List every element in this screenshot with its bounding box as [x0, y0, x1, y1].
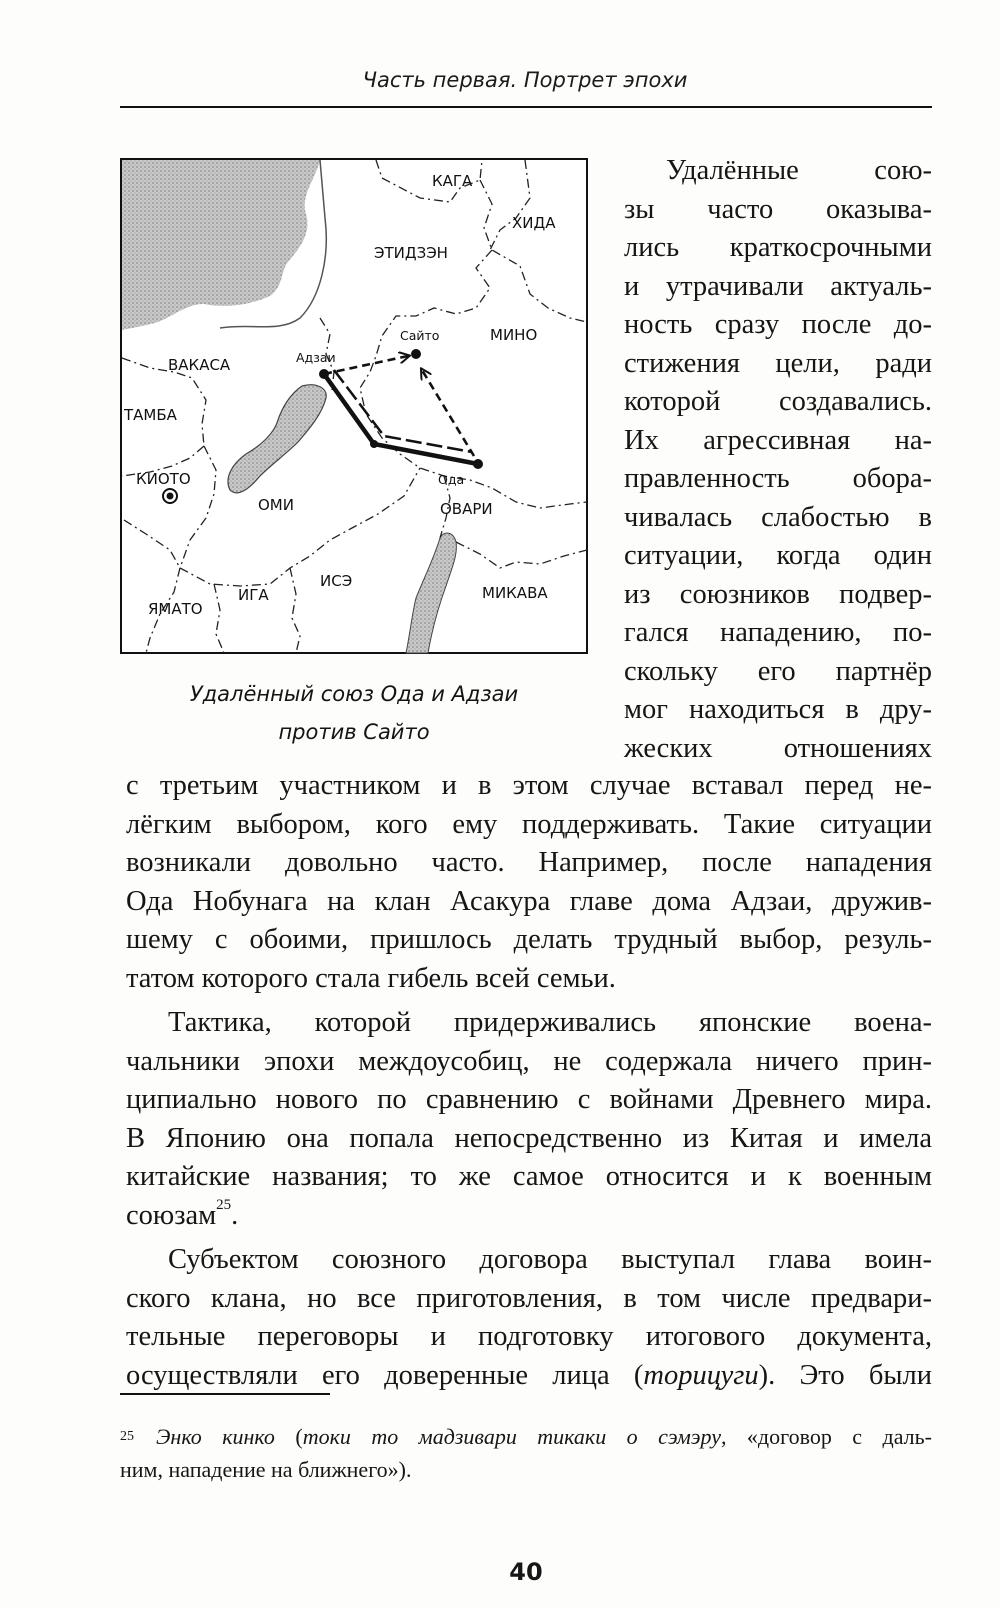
caption-line: Удалённый союз Ода и Адзаи: [189, 682, 519, 706]
text-line: стижения цели, ради: [624, 347, 932, 379]
text-line: и утрачивали актуаль-: [624, 270, 932, 302]
text-line: возникали довольно часто. Например, после нападения: [126, 847, 932, 878]
province-label: ОВАРИ: [440, 500, 493, 518]
province-label: ЭТИДЗЭН: [374, 244, 448, 262]
text-line: ципиально нового по сравнению с войнами Древнего мира.: [126, 1084, 932, 1115]
province-label: ЯМАТО: [148, 600, 203, 618]
province-label: ИГА: [238, 586, 269, 604]
text-line: с третьим участником и в этом случае вставал перед не-: [126, 770, 932, 801]
text-line: шему с обоими, пришлось делать трудный выбор, резуль-: [126, 924, 932, 955]
footnote-ref[interactable]: 25: [216, 1196, 232, 1213]
province-label: МИКАВА: [482, 584, 548, 602]
province-label: КАГА: [432, 172, 473, 190]
text-line: гался нападению, по-: [624, 617, 932, 648]
text-line: ского клана, но все приготовления, в том числе предвари-: [126, 1282, 932, 1314]
page-number: 40: [509, 1558, 543, 1586]
text-line: из союзников подвер-: [624, 578, 932, 610]
text-line: Ода Нобунага на клан Асакура главе дома Адзаи, дружив-: [126, 885, 932, 917]
text-line: Их агрессивная на-: [624, 424, 932, 456]
text-line: правленность обора-: [624, 463, 932, 494]
footnote-rule: [120, 1393, 330, 1395]
province-label: ТАМБА: [124, 406, 177, 424]
clan-label: Ода: [438, 472, 465, 487]
text-line: скольку его партнёр: [624, 655, 932, 687]
province-label: ОМИ: [258, 496, 294, 514]
province-label: КИОТО: [136, 470, 191, 488]
main-text: [126, 767, 932, 1395]
term-toritsugi: торицуги: [643, 1359, 759, 1391]
province-label: МИНО: [490, 326, 538, 344]
text-line: китайские названия; то же самое относится и к военным: [126, 1161, 932, 1192]
paragraph: [126, 1241, 932, 1395]
footnote-number: 25: [120, 1429, 134, 1444]
text-line: ситуации, когда один: [624, 540, 932, 571]
text-line: зы часто оказыва-: [624, 193, 932, 225]
text-line: чивалась слабостью в: [624, 501, 932, 533]
text-line: чальники эпохи междоусобиц, не содержала ничего прин-: [126, 1045, 932, 1077]
text-line: Удалённые сою-: [666, 155, 932, 186]
province-label: ИСЭ: [320, 572, 353, 590]
text-line: татом которого стала гибель всей семьи.: [126, 962, 616, 994]
text-line: ность сразу после до-: [624, 309, 932, 340]
province-label: ХИДА: [512, 214, 556, 232]
text-line: союзам$^{25}$.: [126, 1196, 239, 1231]
paragraph: [126, 767, 932, 998]
province-label: ВАКАСА: [168, 356, 231, 374]
caption-line: против Сайто: [278, 720, 430, 744]
footnote-line: $^{25}$ Энко кинко (токи то мадзивари тикаки о сэмэру, «договор с даль-: [120, 1424, 933, 1449]
text-line: лёгким выбором, кого ему поддерживать. Такие ситуации: [126, 808, 932, 840]
figure-caption: [118, 675, 590, 751]
footnote: [120, 1420, 932, 1486]
alliance-map: [120, 158, 588, 654]
text-line: Тактика, которой придерживались японские воена-: [168, 1007, 932, 1038]
text-line: мог находиться в дру-: [624, 694, 932, 725]
saito-point: [411, 349, 421, 359]
footnote-line: ним, нападение на ближнего»).: [120, 1457, 412, 1482]
side-paragraph: [624, 152, 932, 768]
header-rule: [120, 106, 932, 108]
text-line: которой создавались.: [624, 386, 932, 417]
map-figure: [120, 158, 588, 654]
running-header: Часть первая. Портрет эпохи: [362, 68, 688, 92]
text-line: лись краткосрочными: [624, 232, 932, 263]
text-line: осуществляли его доверенные лица (торицуги). Это были: [126, 1359, 932, 1391]
clan-label: Сайто: [400, 328, 440, 343]
text-line: Субъектом союзного договора выступал глава воин-: [168, 1244, 932, 1275]
text-line: В Японию она попала непосредственно из Китая и имела: [126, 1122, 932, 1154]
paragraph: [126, 1004, 932, 1235]
text-line: жеских отношениях: [624, 732, 932, 764]
clan-label: Адзаи: [296, 350, 336, 365]
text-line: тельные переговоры и подготовку итогового документа,: [126, 1321, 932, 1352]
